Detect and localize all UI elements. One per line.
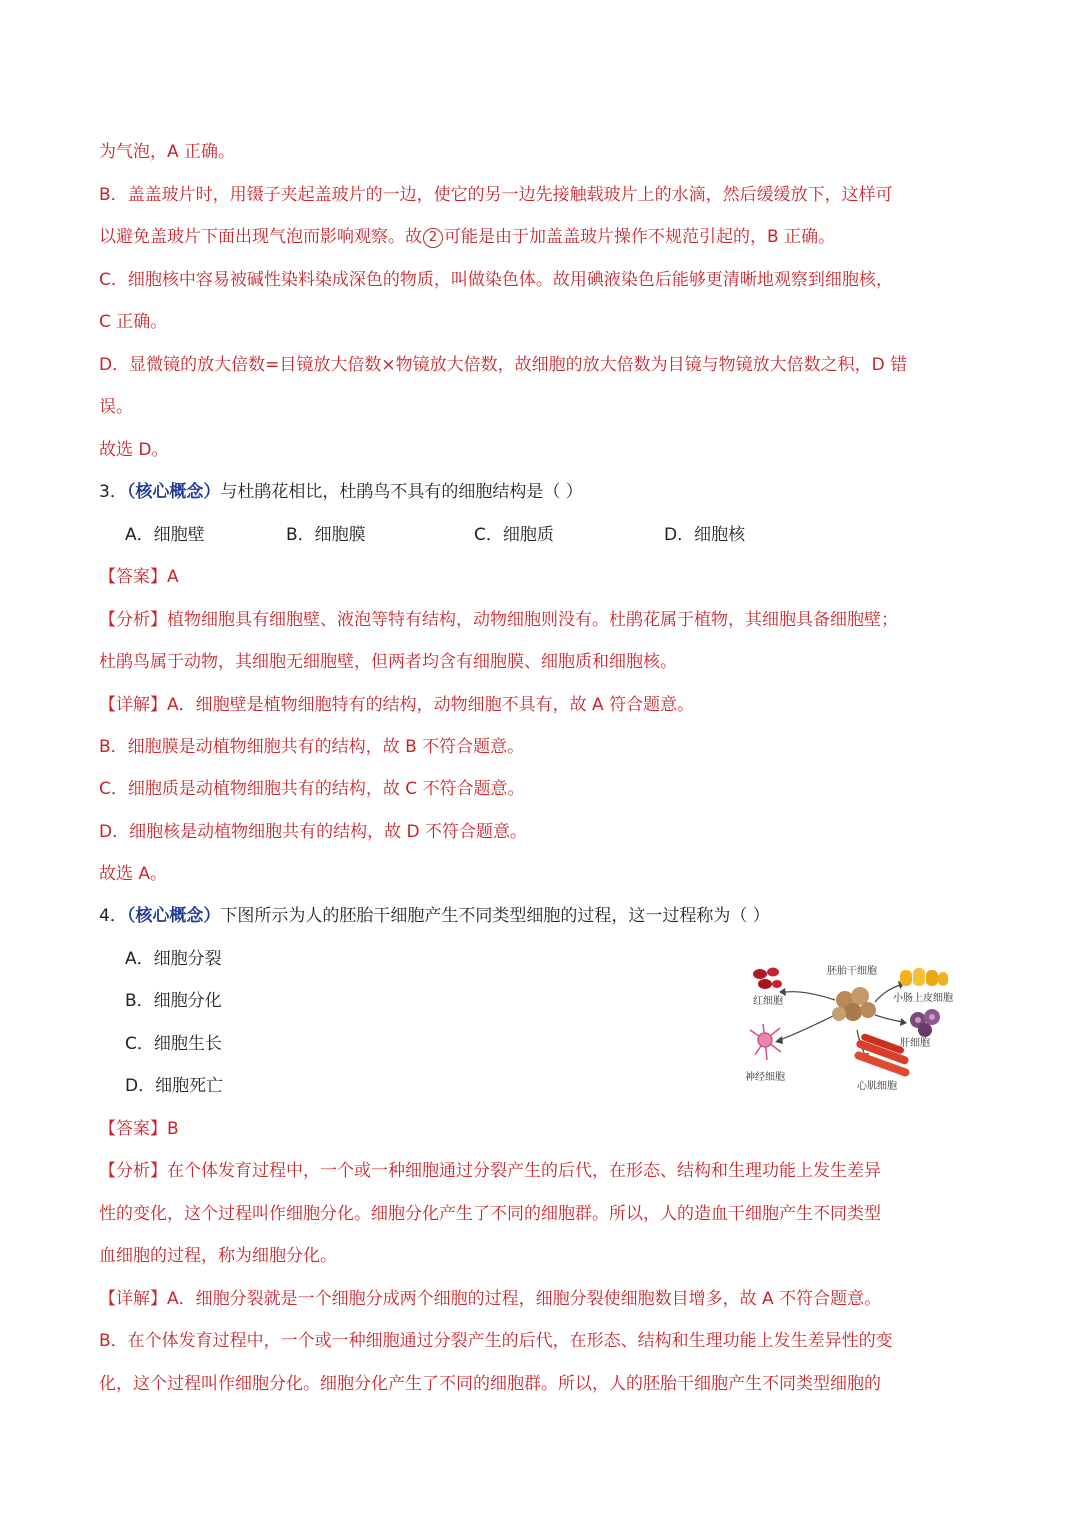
question-stem: 4．（核心概念）下图所示为人的胚胎干细胞产生不同类型细胞的过程，这一过程称为（ ）: [99, 906, 770, 926]
detail-line: 化，这个过程叫作细胞分化。细胞分化产生了不同的细胞群。所以，人的胚胎干细胞产生不同类型细胞的: [99, 1374, 881, 1394]
text-line: 故选 D。: [99, 440, 169, 460]
stem-cell-cluster-icon: [832, 987, 876, 1021]
detail-line: 【详解】A．细胞壁是植物细胞特有的结构，动物细胞不具有，故 A 符合题意。: [99, 695, 695, 715]
liver-cell-icon: [910, 1009, 940, 1037]
analysis-line: 杜鹃鸟属于动物，其细胞无细胞壁，但两者均含有细胞膜、细胞质和细胞核。: [99, 652, 677, 672]
option-a: A．细胞壁: [125, 525, 205, 545]
text-line: 误。: [99, 397, 133, 417]
option-b: B．细胞分化: [125, 991, 222, 1011]
analysis-line: 性的变化，这个过程叫作细胞分化。细胞分化产生了不同的细胞群。所以，人的造血干细胞产生不同类型: [99, 1204, 881, 1224]
option-d: D．细胞核: [664, 525, 746, 545]
label-liver-cell: 肝细胞: [900, 1038, 930, 1049]
analysis-line: 【分析】在个体发育过程中，一个或一种细胞通过分裂产生的后代，在形态、结构和生理功能上发生差异: [99, 1161, 881, 1181]
conclusion-line: 故选 A。: [99, 864, 168, 884]
option-a: A．细胞分裂: [125, 949, 222, 969]
analysis-line: 血细胞的过程，称为细胞分化。: [99, 1246, 337, 1266]
option-c: C．细胞质: [474, 525, 554, 545]
stem-cell-diagram: [735, 960, 970, 1095]
detail-line: B．细胞膜是动植物细胞共有的结构，故 B 不符合题意。: [99, 737, 525, 757]
label-heart-cell: 心肌细胞: [857, 1081, 897, 1092]
option-d: D．细胞死亡: [125, 1076, 224, 1096]
text-line: C 正确。: [99, 312, 168, 332]
detail-line: D．细胞核是动植物细胞共有的结构，故 D 不符合题意。: [99, 822, 527, 842]
intestine-cell-icon: [900, 968, 948, 986]
question-tag: （核心概念）: [126, 906, 221, 926]
detail-line: B．在个体发育过程中，一个或一种细胞通过分裂产生的后代，在形态、结构和生理功能上发生差异性的变: [99, 1331, 893, 1351]
answer-line: 【答案】A: [99, 567, 179, 587]
option-b: B．细胞膜: [286, 525, 366, 545]
text-line: 以避免盖玻片下面出现气泡而影响观察。故 2 可能是由于加盖盖玻片操作不规范引起的，B 正确。: [99, 227, 836, 247]
circled-number: 2: [423, 228, 443, 248]
text-line: C．细胞核中容易被碱性染料染成深色的物质，叫做染色体。故用碘液染色后能够更清晰地观察到细胞核，: [99, 270, 893, 290]
red-blood-cell-icon: [753, 968, 782, 990]
label-nerve-cell: 神经细胞: [745, 1072, 785, 1083]
label-red-cell: 红细胞: [753, 996, 783, 1007]
label-intestine-cell: 小肠上皮细胞: [893, 993, 953, 1004]
analysis-line: 【分析】植物细胞具有细胞壁、液泡等特有结构，动物细胞则没有。杜鹃花属于植物，其细胞具备细胞壁；: [99, 610, 898, 630]
question-stem: 3．（核心概念）与杜鹃花相比，杜鹃鸟不具有的细胞结构是（ ）: [99, 482, 583, 502]
text-line: D．显微镜的放大倍数=目镜放大倍数×物镜放大倍数，故细胞的放大倍数为目镜与物镜放大倍数之积，D 错: [99, 355, 908, 375]
label-stem-cell: 胚胎干细胞: [827, 966, 877, 977]
text-line: 为气泡，A 正确。: [99, 142, 236, 162]
detail-line: 【详解】A．细胞分裂就是一个细胞分成两个细胞的过程，细胞分裂使细胞数目增多，故 A 不符合题意。: [99, 1289, 882, 1309]
answer-line: 【答案】B: [99, 1119, 179, 1139]
text-line: B．盖盖玻片时，用镊子夹起盖玻片的一边，使它的另一边先接触载玻片上的水滴，然后缓缓放下，这样可: [99, 185, 893, 205]
detail-line: C．细胞质是动植物细胞共有的结构，故 C 不符合题意。: [99, 779, 525, 799]
question-tag: （核心概念）: [126, 482, 221, 502]
option-c: C．细胞生长: [125, 1034, 222, 1054]
